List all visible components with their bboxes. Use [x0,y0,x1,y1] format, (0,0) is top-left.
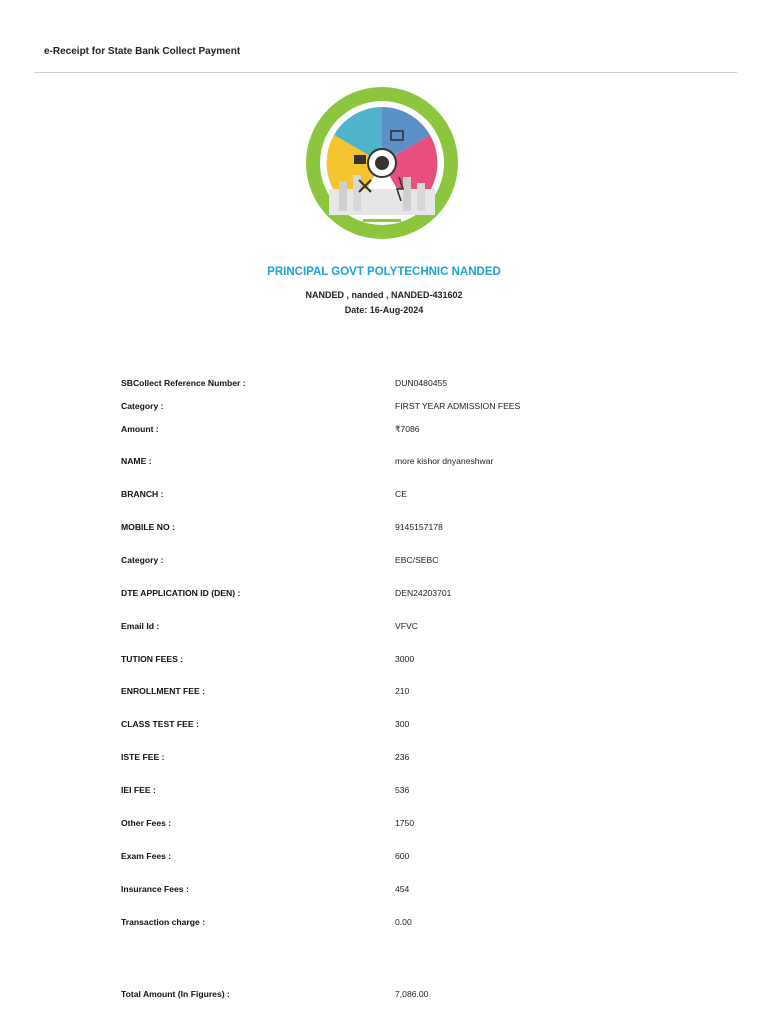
field-value: 536 [395,785,410,795]
field-value: VFVC [395,621,418,631]
receipt-date: Date: 16-Aug-2024 [344,305,424,315]
field-label: SBCollect Reference Number : [121,378,246,388]
field-row [121,401,681,415]
field-value: 454 [395,884,410,894]
field-row [121,378,681,392]
field-value: 300 [395,719,410,729]
field-value: 236 [395,752,410,762]
field-row [121,588,681,602]
field-value: DUN0480455 [395,378,448,388]
page-title: e-Receipt for State Bank Collect Payment [44,46,241,57]
field-value: EBC/SEBC [395,555,439,565]
total-row [121,989,681,1003]
field-label: Exam Fees : [121,851,172,861]
total-label: Total Amount (In Figures) : [121,989,230,999]
field-row [121,456,681,470]
field-row [121,555,681,569]
field-label: BRANCH : [121,489,164,499]
field-label: CLASS TEST FEE : [121,719,199,729]
field-row [121,917,681,931]
field-label: Category : [121,401,164,411]
field-label: Transaction charge : [121,917,206,927]
field-label: ENROLLMENT FEE : [121,686,206,696]
organization-address: NANDED , nanded , NANDED-431602 [305,290,463,300]
field-row [121,654,681,668]
field-label: Other Fees : [121,818,172,828]
field-row [121,785,681,799]
field-row [121,686,681,700]
field-row [121,424,681,438]
field-label: Email Id : [121,621,160,631]
field-row [121,489,681,503]
field-label: Amount : [121,424,159,434]
field-row [121,522,681,536]
field-value: DEN24203701 [395,588,452,598]
field-row [121,884,681,898]
field-value: 600 [395,851,410,861]
field-label: NAME : [121,456,152,466]
field-value: 210 [395,686,410,696]
field-value: ₹7086 [395,424,420,434]
field-row [121,752,681,766]
field-value: 9145157178 [395,522,443,532]
field-row [121,719,681,733]
field-value: CE [395,489,407,499]
organization-name: PRINCIPAL GOVT POLYTECHNIC NANDED [267,266,501,278]
field-label: MOBILE NO : [121,522,175,532]
field-label: TUTION FEES : [121,654,184,664]
total-value: 7,086.00 [395,989,429,999]
polytechnic-logo [299,85,466,243]
field-row [121,621,681,635]
header-divider [34,72,737,73]
field-value: FIRST YEAR ADMISSION FEES [395,401,521,411]
field-row [121,818,681,832]
field-label: ISTE FEE : [121,752,165,762]
field-label: DTE APPLICATION ID (DEN) : [121,588,241,598]
field-value: more kishor dnyaneshwar [395,456,494,466]
field-label: Insurance Fees : [121,884,189,894]
field-value: 0.00 [395,917,412,927]
field-value: 1750 [395,818,415,828]
field-label: Category : [121,555,164,565]
field-row [121,851,681,865]
field-label: IEI FEE : [121,785,156,795]
field-value: 3000 [395,654,415,664]
